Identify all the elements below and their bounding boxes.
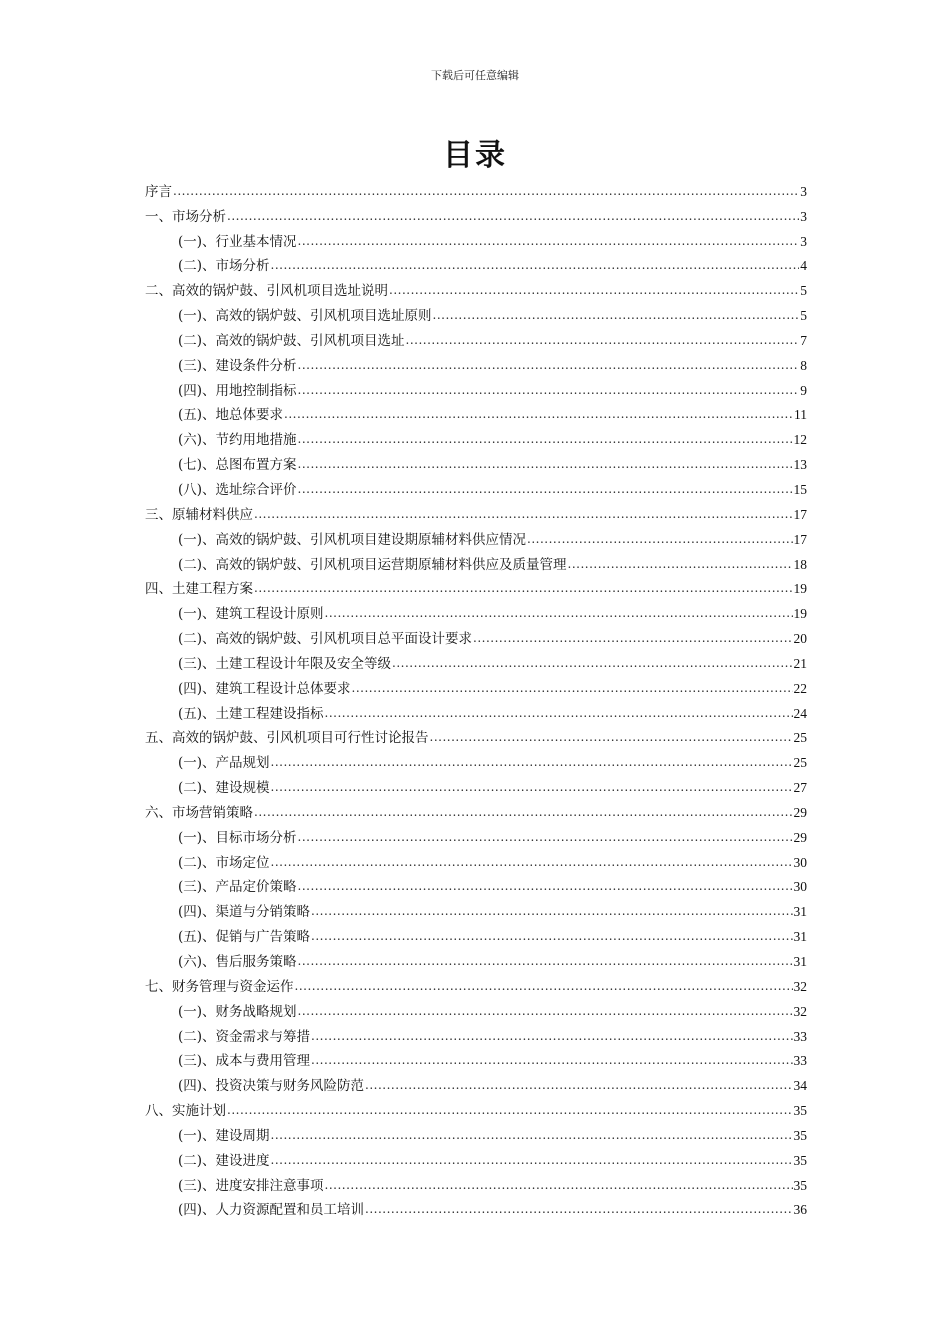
toc-dot-leader (325, 1178, 793, 1194)
toc-entry-page: 20 (793, 631, 807, 647)
toc-entry[interactable] (145, 1094, 807, 1119)
toc-entry[interactable] (145, 672, 807, 697)
toc-dot-leader (430, 730, 793, 746)
toc-entry[interactable] (145, 448, 807, 473)
toc-entry-label: 六、市场营销策略 (145, 804, 253, 821)
toc-entry-page: 35 (793, 1103, 807, 1119)
toc-dot-leader (271, 855, 793, 871)
toc-entry-page: 30 (793, 879, 807, 895)
toc-entry-label: (二)、高效的锅炉鼓、引风机项目选址 (178, 332, 405, 349)
toc-entry-page: 31 (793, 904, 807, 920)
toc-entry[interactable] (145, 349, 807, 374)
toc-entry[interactable] (145, 523, 807, 548)
header-note: 下载后可任意编辑 (431, 69, 519, 82)
toc-entry-page: 36 (793, 1202, 807, 1218)
toc-entry-page: 3 (800, 208, 807, 224)
toc-entry[interactable] (145, 746, 807, 771)
toc-entry-page: 31 (793, 929, 807, 945)
toc-dot-leader (298, 383, 800, 399)
toc-dot-leader (365, 1202, 792, 1218)
toc-entry[interactable] (145, 846, 807, 871)
toc-entry-label: (五)、地总体要求 (178, 407, 284, 424)
toc-dot-leader (473, 631, 792, 647)
toc-entry-page: 22 (793, 680, 807, 696)
toc-entry[interactable] (145, 722, 807, 747)
toc-dot-leader (298, 234, 800, 250)
table-of-contents (145, 175, 807, 1218)
toc-entry-label: 序言 (145, 183, 172, 200)
toc-entry-label: 七、财务管理与资金运作 (145, 978, 294, 995)
toc-entry[interactable] (145, 225, 807, 250)
toc-entry-label: (一)、高效的锅炉鼓、引风机项目建设期原辅材料供应情况 (178, 531, 527, 548)
toc-entry-page: 7 (800, 332, 807, 348)
toc-entry[interactable] (145, 970, 807, 995)
toc-entry[interactable] (145, 250, 807, 275)
toc-entry-label: (一)、建设周期 (178, 1127, 270, 1144)
toc-entry[interactable] (145, 597, 807, 622)
toc-dot-leader (298, 879, 793, 895)
toc-dot-leader (298, 457, 793, 473)
toc-entry[interactable] (145, 175, 807, 200)
toc-entry[interactable] (145, 945, 807, 970)
toc-entry-label: (三)、产品定价策略 (178, 879, 297, 896)
toc-entry-label: (三)、建设条件分析 (178, 357, 297, 374)
toc-entry[interactable] (145, 771, 807, 796)
toc-entry-page: 12 (793, 432, 807, 448)
toc-dot-leader (254, 805, 793, 821)
toc-entry[interactable] (145, 498, 807, 523)
toc-entry[interactable] (145, 1194, 807, 1219)
toc-entry[interactable] (145, 647, 807, 672)
toc-entry[interactable] (145, 299, 807, 324)
toc-entry-page: 18 (793, 556, 807, 572)
toc-entry[interactable] (145, 871, 807, 896)
toc-entry-page: 3 (800, 233, 807, 249)
toc-dot-leader (295, 979, 793, 995)
toc-entry-label: (二)、市场定位 (178, 854, 270, 871)
toc-dot-leader (352, 681, 793, 697)
toc-entry-page: 3 (800, 183, 807, 199)
toc-entry-label: (二)、高效的锅炉鼓、引风机项目运营期原辅材料供应及质量管理 (178, 556, 567, 573)
toc-dot-leader (271, 1128, 793, 1144)
toc-dot-leader (365, 1078, 792, 1094)
toc-entry-page: 5 (800, 308, 807, 324)
toc-entry-label: 五、高效的锅炉鼓、引风机项目可行性讨论报告 (145, 730, 429, 747)
toc-entry[interactable] (145, 1144, 807, 1169)
toc-dot-leader (527, 532, 792, 548)
toc-dot-leader (311, 929, 792, 945)
toc-entry-page: 34 (793, 1078, 807, 1094)
toc-entry[interactable] (145, 1119, 807, 1144)
toc-entry-label: 一、市场分析 (145, 208, 226, 225)
toc-entry-page: 17 (793, 531, 807, 547)
toc-entry-label: (二)、资金需求与筹措 (178, 1028, 311, 1045)
toc-entry-page: 11 (794, 407, 807, 423)
toc-dot-leader (227, 1103, 793, 1119)
toc-entry[interactable] (145, 200, 807, 225)
toc-dot-leader (284, 407, 793, 423)
toc-entry[interactable] (145, 423, 807, 448)
toc-dot-leader (298, 1004, 793, 1020)
toc-entry[interactable] (145, 1069, 807, 1094)
toc-dot-leader (298, 830, 793, 846)
toc-entry-label: (八)、选址综合评价 (178, 481, 297, 498)
toc-entry-page: 30 (793, 854, 807, 870)
toc-entry-label: (四)、人力资源配置和员工培训 (178, 1202, 365, 1219)
toc-dot-leader (406, 333, 800, 349)
toc-dot-leader (392, 656, 792, 672)
toc-dot-leader (271, 258, 800, 274)
toc-entry-label: (五)、促销与广告策略 (178, 929, 311, 946)
toc-entry-page: 32 (793, 1003, 807, 1019)
toc-dot-leader (311, 1053, 792, 1069)
toc-dot-leader (325, 606, 793, 622)
toc-entry-label: (三)、土建工程设计年限及安全等级 (178, 655, 392, 672)
toc-entry-page: 5 (800, 283, 807, 299)
toc-dot-leader (271, 780, 793, 796)
toc-entry[interactable] (145, 1020, 807, 1045)
toc-entry-label: 八、实施计划 (145, 1103, 226, 1120)
toc-dot-leader (227, 209, 799, 225)
toc-dot-leader (389, 283, 799, 299)
toc-dot-leader (325, 706, 793, 722)
toc-entry-label: (四)、用地控制指标 (178, 382, 297, 399)
toc-entry-label: (三)、成本与费用管理 (178, 1053, 311, 1070)
toc-entry-label: (四)、渠道与分销策略 (178, 904, 311, 921)
toc-entry[interactable] (145, 473, 807, 498)
toc-entry[interactable] (145, 548, 807, 573)
toc-entry-label: (四)、投资决策与财务风险防范 (178, 1078, 365, 1095)
toc-entry[interactable] (145, 920, 807, 945)
toc-entry-page: 13 (793, 457, 807, 473)
toc-entry-page: 33 (793, 1053, 807, 1069)
toc-entry-label: (六)、节约用地措施 (178, 432, 297, 449)
toc-entry-page: 9 (800, 382, 807, 398)
toc-entry-page: 21 (793, 655, 807, 671)
toc-entry-page: 29 (793, 829, 807, 845)
toc-entry-page: 31 (793, 954, 807, 969)
toc-entry-page: 24 (793, 705, 807, 721)
toc-dot-leader (311, 904, 792, 920)
toc-dot-leader (568, 557, 793, 573)
toc-entry[interactable] (145, 573, 807, 598)
toc-entry-label: (一)、高效的锅炉鼓、引风机项目选址原则 (178, 308, 432, 325)
toc-entry-page: 25 (793, 755, 807, 771)
toc-entry[interactable] (145, 995, 807, 1020)
toc-entry-page: 15 (793, 481, 807, 497)
toc-entry-page: 35 (793, 1127, 807, 1143)
toc-dot-leader (254, 581, 793, 597)
toc-entry-page: 17 (793, 506, 807, 522)
toc-dot-leader (298, 432, 793, 448)
toc-entry-page: 25 (793, 730, 807, 746)
toc-entry-label: 四、土建工程方案 (145, 581, 253, 598)
toc-entry-label: (四)、建筑工程设计总体要求 (178, 680, 351, 697)
toc-entry-label: (六)、售后服务策略 (178, 954, 297, 970)
toc-entry[interactable] (145, 796, 807, 821)
toc-entry[interactable] (145, 374, 807, 399)
toc-entry[interactable] (145, 399, 807, 424)
toc-entry[interactable] (145, 895, 807, 920)
toc-dot-leader (271, 1153, 793, 1169)
toc-entry-label: (一)、目标市场分析 (178, 829, 297, 846)
toc-entry[interactable] (145, 1045, 807, 1070)
toc-entry[interactable] (145, 697, 807, 722)
toc-entry-page: 33 (793, 1028, 807, 1044)
toc-entry[interactable] (145, 821, 807, 846)
toc-entry-label: (三)、进度安排注意事项 (178, 1177, 324, 1194)
toc-dot-leader (433, 308, 800, 324)
toc-entry[interactable] (145, 1169, 807, 1194)
toc-entry-label: (七)、总图布置方案 (178, 457, 297, 474)
toc-dot-leader (298, 358, 800, 374)
toc-entry-label: 三、原辅材料供应 (145, 506, 253, 523)
toc-entry-page: 29 (793, 804, 807, 820)
toc-entry-label: (二)、建设进度 (178, 1152, 270, 1169)
toc-entry-page: 19 (793, 606, 807, 622)
toc-entry-page: 19 (793, 581, 807, 597)
toc-entry-label: (一)、建筑工程设计原则 (178, 606, 324, 623)
toc-dot-leader (173, 184, 799, 200)
toc-entry-label: 二、高效的锅炉鼓、引风机项目选址说明 (145, 283, 388, 300)
toc-entry-page: 35 (793, 1177, 807, 1193)
toc-entry-label: (二)、建设规模 (178, 780, 270, 797)
toc-dot-leader (254, 507, 793, 523)
toc-entry-page: 4 (800, 258, 807, 274)
page-title: 目录 (443, 138, 507, 173)
toc-entry[interactable] (145, 622, 807, 647)
toc-entry-label: (五)、土建工程建设指标 (178, 705, 324, 722)
toc-dot-leader (298, 482, 793, 498)
toc-dot-leader (311, 1029, 792, 1045)
toc-entry-label: (一)、产品规划 (178, 755, 270, 772)
toc-entry-label: (二)、高效的锅炉鼓、引风机项目总平面设计要求 (178, 631, 473, 648)
toc-dot-leader (271, 755, 793, 771)
toc-entry-page: 35 (793, 1152, 807, 1168)
toc-entry[interactable] (145, 274, 807, 299)
toc-entry-page: 27 (793, 780, 807, 796)
toc-entry-page: 32 (793, 978, 807, 994)
toc-dot-leader (298, 954, 793, 970)
toc-entry[interactable] (145, 324, 807, 349)
toc-entry-page: 8 (800, 357, 807, 373)
toc-entry-label: (二)、市场分析 (178, 258, 270, 275)
toc-entry-label: (一)、财务战略规划 (178, 1003, 297, 1020)
toc-entry-label: (一)、行业基本情况 (178, 233, 297, 250)
